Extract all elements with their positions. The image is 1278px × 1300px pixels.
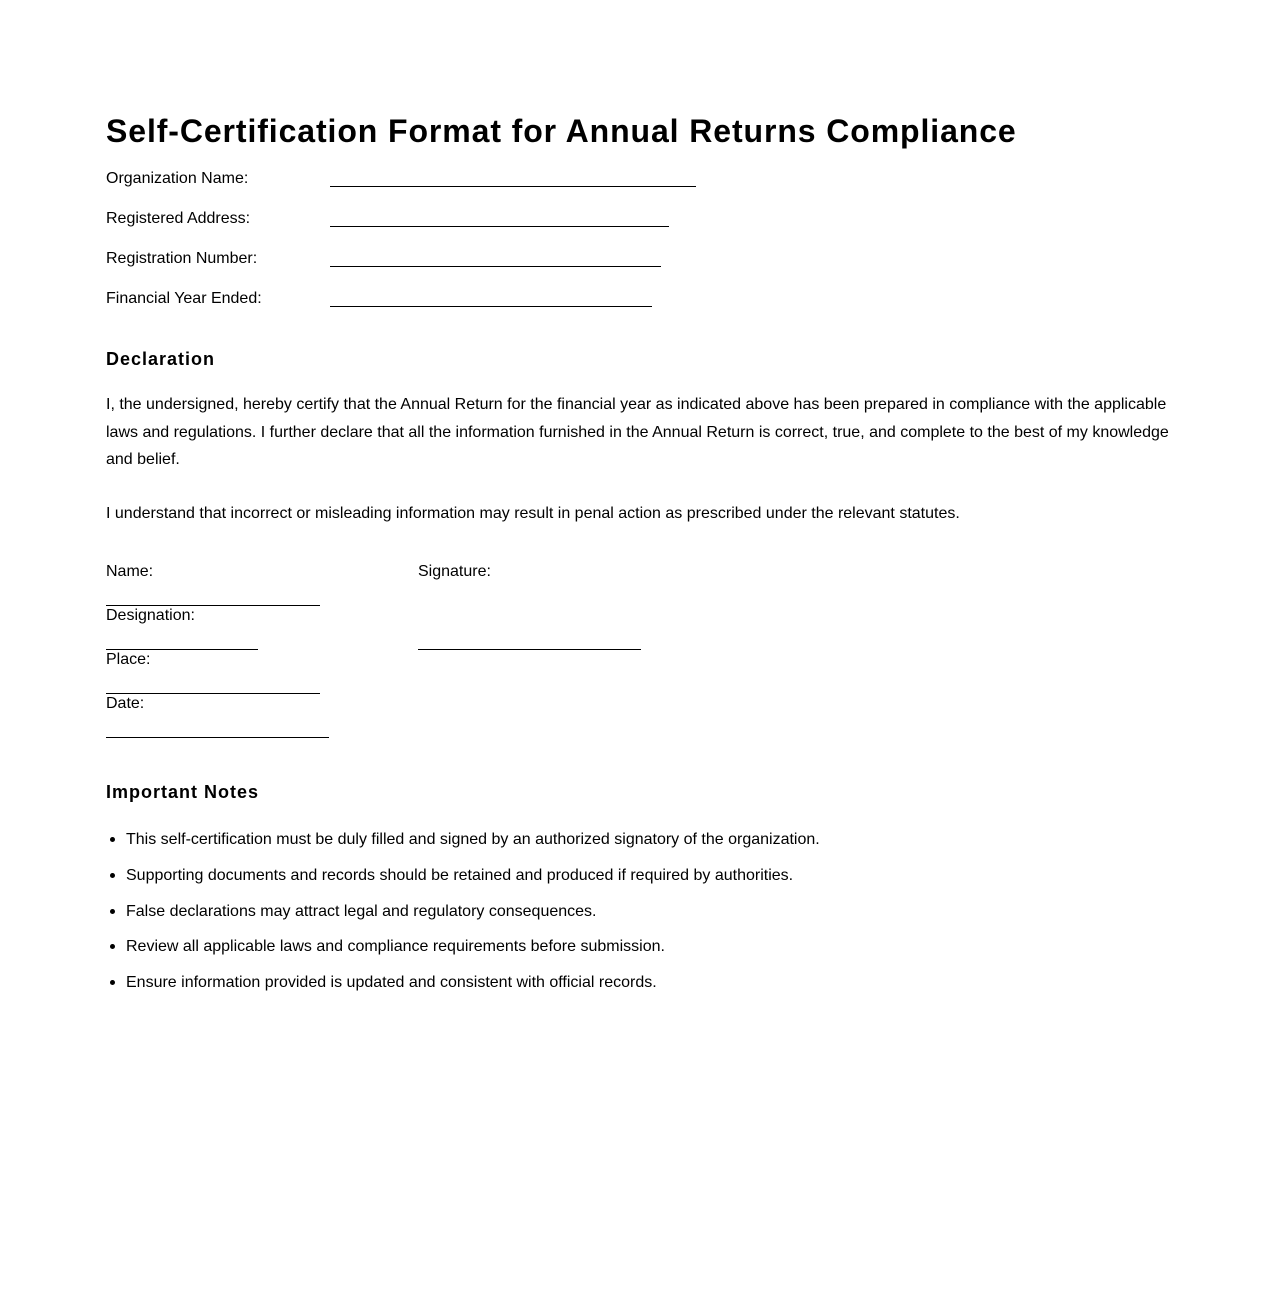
important-notes-heading: Important Notes: [106, 782, 260, 802]
bullet-icon: [110, 980, 115, 985]
note-item: [106, 862, 820, 898]
organization-name-label: Organization Name:: [106, 170, 249, 187]
note-text: Supporting documents and records should be retained and produced if required by authorities.: [126, 866, 794, 884]
penalty-acknowledgement-paragraph: I understand that incorrect or misleading information may result in penal action as prescribed under the relevant statutes.: [106, 505, 960, 522]
bullet-icon: [110, 873, 115, 878]
organization-name-field[interactable]: [330, 186, 696, 187]
financial-year-ended-label: Financial Year Ended:: [106, 290, 262, 307]
date-field[interactable]: [106, 737, 329, 738]
designation-label: Designation:: [106, 607, 195, 624]
note-text: False declarations may attract legal and regulatory consequences.: [126, 902, 597, 920]
registered-address-field[interactable]: [330, 226, 669, 227]
page-title: Self-Certification Format for Annual Returns Compliance: [106, 113, 1017, 149]
signature-field[interactable]: [418, 649, 641, 650]
note-text: Review all applicable laws and compliance requirements before submission.: [126, 938, 665, 956]
note-item: [106, 933, 820, 969]
registered-address-label: Registered Address:: [106, 210, 251, 227]
note-text: This self-certification must be duly filled and signed by an authorized signatory of the organization.: [126, 831, 820, 848]
declaration-heading: Declaration: [106, 349, 216, 369]
registration-number-field[interactable]: [330, 266, 661, 267]
financial-year-ended-field[interactable]: [330, 306, 652, 307]
note-item: [106, 898, 820, 934]
declaration-paragraph: I, the undersigned, hereby certify that the Annual Return for the financial year as indicated above has been prepared in compliance with the applicable laws and regulations. I further declare that all the information furnished in the Annual Return is correct, true, and complete to the best of my knowledge and belief.: [106, 396, 1169, 468]
bullet-icon: [110, 909, 115, 914]
date-label: Date:: [106, 695, 145, 712]
signature-label: Signature:: [418, 563, 491, 580]
place-label: Place:: [106, 651, 151, 668]
registration-number-label: Registration Number:: [106, 250, 258, 267]
note-item: [106, 826, 820, 862]
bullet-icon: [110, 944, 115, 949]
important-notes-list: [106, 826, 820, 1005]
name-label: Name:: [106, 563, 154, 580]
bullet-icon: [110, 837, 115, 842]
note-text: Ensure information provided is updated and consistent with official records.: [126, 974, 657, 992]
note-item: [106, 969, 820, 1005]
